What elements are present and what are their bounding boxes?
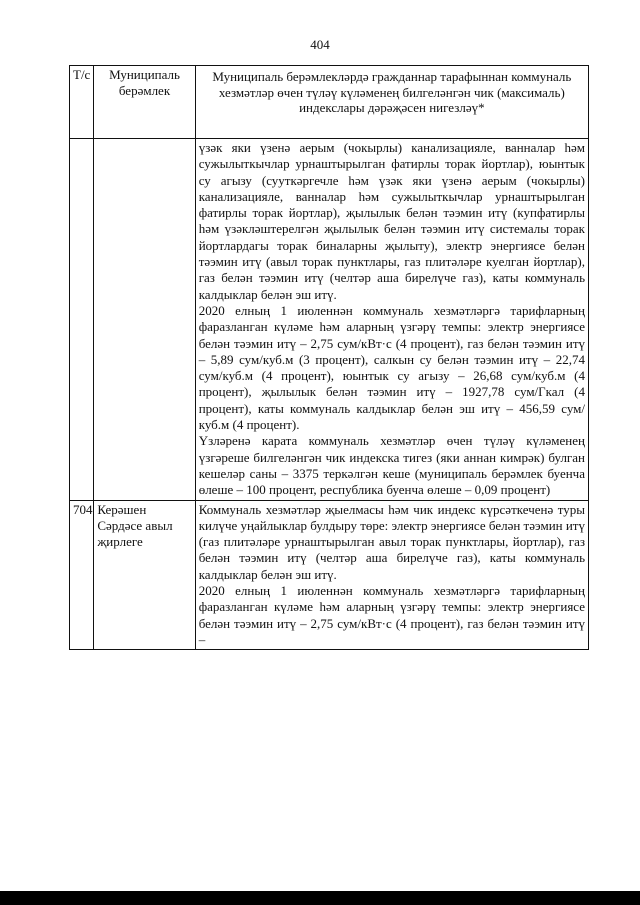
row-description [195,500,588,650]
table-row [70,139,589,501]
header-municipality: Муниципаль берәмлек [94,66,195,139]
row-number [70,139,94,501]
row-municipality [94,139,195,501]
header-num: Т/с [70,66,94,139]
scan-bottom-border [0,891,640,905]
description-paragraph: Коммуналь хезмәтләр җыелмасы һәм чик индекс күрсәткеченә туры килүче уңайлыклар булдыру төре: электр энергиясе белән тәэмин итү (газ плитәләре урнаштырылган авыл торак пунктлары, йортлар), газ белән тәэмин итү (челтәр аша бирелүче газ), каты коммуналь калдыклар белән эш итү. [198,501,585,582]
tariff-table [69,65,589,650]
header-description: Муниципаль берәмлекләрдә гражданнар тарафыннан коммуналь хезмәтләр өчен түләү күләменең билгеләнгән чик (максималь) индекслары дәрәҗәсен нигезләү* [195,66,588,139]
row-description [195,139,588,501]
table-header-row [70,66,589,139]
row-number: 704 [70,500,94,650]
table-row [70,500,589,650]
description-paragraph: 2020 елның 1 июленнән коммуналь хезмәтләргә тарифларның фаразланган күләме һәм аларның үзгәрү темпы: электр энергиясе белән тәэмин итү – 2,75 сум/кВт·с (4 процент), газ белән тәэмин итү – [198,583,585,647]
row-municipality: Керәшен Сәрдәсе авыл җирлеге [94,500,195,650]
description-paragraph: 2020 елның 1 июленнән коммуналь хезмәтләргә тарифларның фаразланган күләме һәм аларның үзгәрү темпы: электр энергиясе белән тәэмин итү – 2,75 сум/кВт·с (4 процент), газ белән тәэмин итү – 5,89 сум/куб.м (3 процент), салкын су белән тәэмин итү – 22,74 сум/куб.м (4 процент), юынтык су агызу – 26,68 сум/куб.м (4 процент), җылылык белән тәэмин итү – 1927,78 сум/Гкал (4 процент), каты коммуналь калдыклар белән эш итү – 456,59 сум/куб.м (4 процент). [198,302,585,433]
description-paragraph: Үзләренә карата коммуналь хезмәтләр өчен түләү күләменең үзгәреше билгеләнгән чик индекска тигез (яки аннан кимрәк) булган кешеләр саны – 3375 теркәлгән кеше (муниципаль берәмлек буенча өлеше – 100 процент, республика буенча өлеше – 0,09 процент) [198,433,585,498]
description-paragraph: үзәк яки үзенә аерым (чокырлы) канализацияле, ванналар һәм сужылыткычлар урнаштырылган фатирлы торак йортлар), юынтык су агызу (сууткәргечле һәм үзәк яки үзенә аерым (чокырлы) канализацияле, ванналар һәм сужылыткычлар урнаштырылган фатирлы торак йортлар), җылылык белән тәэмин итү (купфатирлы һәм үзәкләштерелгән җылылык белән тәэмин итү системалы торак йортлардагы торак биналарны җылыту), электр энергиясе белән тәэмин итү (авыл торак пунктлары, газ плитәләре куелган йортлар), газ белән тәэмин итү (челтәр аша бирелүче газ), каты коммуналь калдыклар белән эш итү. [198,140,585,302]
page-number: 404 [310,37,330,52]
